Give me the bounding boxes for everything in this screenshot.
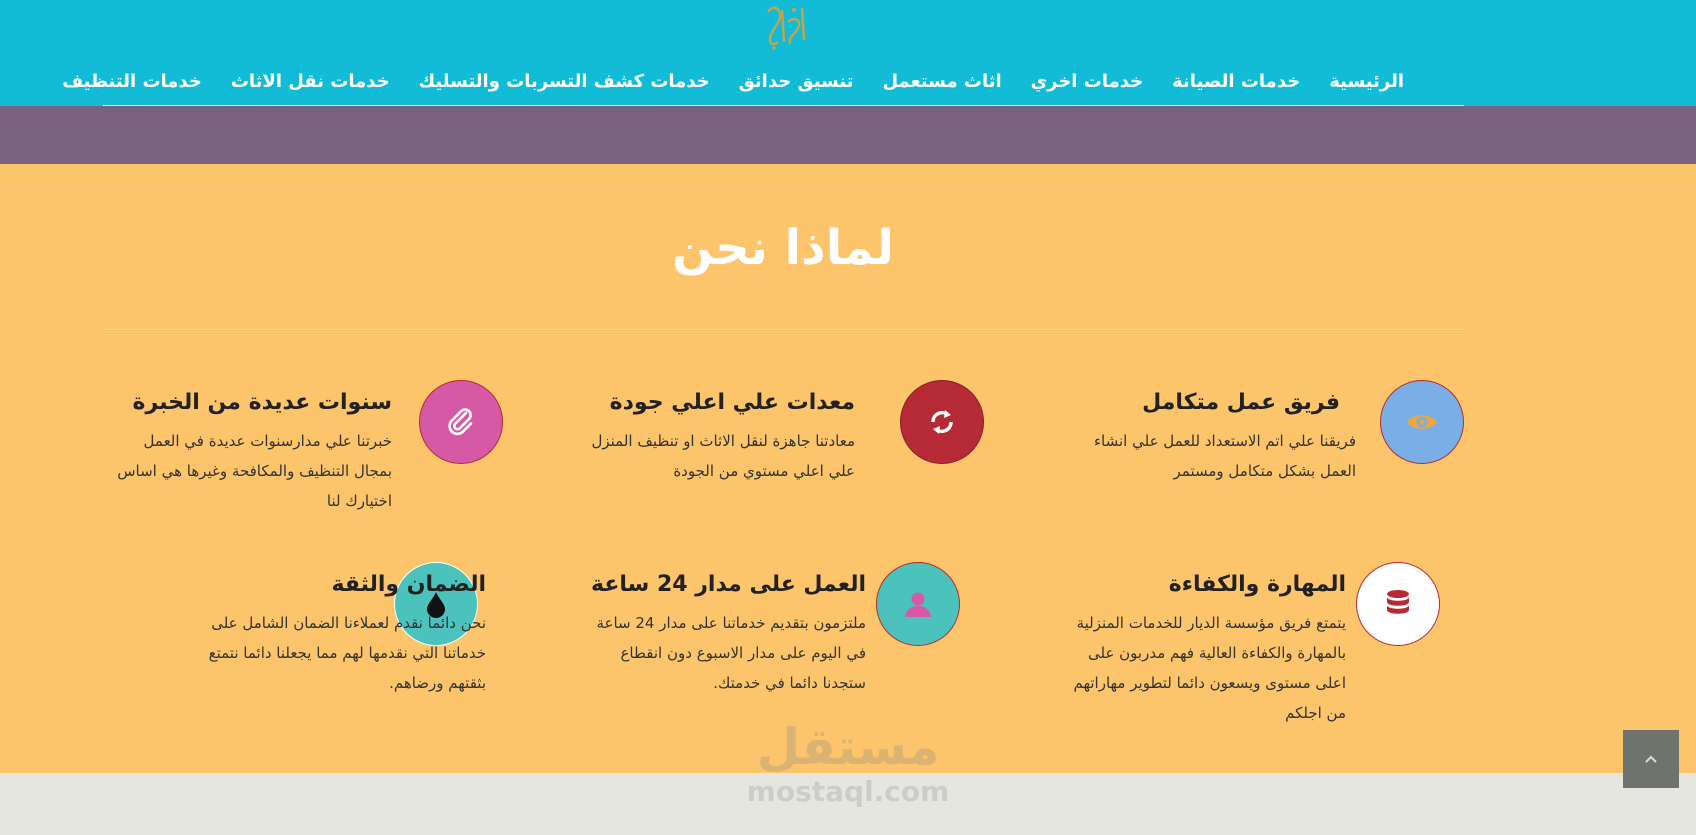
feature-24-hours — [580, 562, 984, 702]
chevron-up-icon — [1643, 754, 1659, 764]
feature-title: العمل على مدار 24 ساعة — [591, 572, 866, 597]
nav-item-home[interactable]: الرئيسية — [1329, 71, 1404, 92]
nav-item-used-furniture[interactable]: اثاث مستعمل — [882, 71, 1002, 92]
feature-description: يتمتع فريق مؤسسة الديار للخدمات المنزلية بالمهارة والكفاءة العالية فهم مدربون على اعلى مستوى ويسعون دائما لتطوير مهاراتهم من اجلكم — [1073, 614, 1346, 722]
nav-item-moving[interactable]: خدمات نقل الاثاث — [230, 71, 390, 92]
watermark-latin: mostaql.com — [746, 775, 950, 808]
feature-title: سنوات عديدة من الخبرة — [132, 390, 392, 415]
feature-guarantee — [103, 562, 507, 702]
nav-item-other-services[interactable]: خدمات اخري — [1030, 71, 1144, 92]
refresh-icon — [900, 380, 984, 464]
section-title: لماذا نحن — [672, 220, 894, 276]
scroll-top-button[interactable] — [1623, 730, 1679, 788]
eye-icon — [1380, 380, 1464, 464]
feature-experience — [103, 380, 507, 520]
user-icon — [876, 562, 960, 646]
feature-description: ملتزمون بتقديم خدماتنا على مدار 24 ساعة في اليوم على مدار الاسبوع دون انقطاع ستجدنا دائما في خدمتك. — [596, 614, 866, 692]
feature-title: المهارة والكفاءة — [1168, 572, 1346, 597]
watermark — [745, 718, 951, 818]
feature-title: فريق عمل متكامل — [1142, 390, 1340, 415]
feature-description: نحن دائما نقدم لعملاءنا الضمان الشامل على خدماتنا التي نقدمها لهم مما يجعلنا دائما نتمتع بثقتهم ورضاهم. — [208, 614, 486, 692]
why-us-section — [0, 164, 1696, 773]
site-logo[interactable] — [758, 2, 810, 50]
feature-description: فريقنا علي اتم الاستعداد للعمل علي انشاء العمل بشكل متكامل ومستمر — [1093, 432, 1356, 480]
feature-title: الضمان والثقة — [331, 572, 486, 597]
feature-team — [1060, 380, 1464, 500]
feature-title: معدات علي اعلي جودة — [609, 390, 855, 415]
section-divider — [103, 329, 1464, 330]
nav-item-gardens[interactable]: تنسيق حدائق — [738, 71, 854, 92]
feature-description: خبرتنا علي مدارسنوات عديدة في العمل بمجال التنظيف والمكافحة وغيرها هي اساس اختيارك لنا — [117, 432, 392, 510]
nav-item-maintenance[interactable]: خدمات الصيانة — [1172, 71, 1301, 92]
watermark-arabic: مستقل — [756, 718, 940, 776]
feature-description: معادتنا جاهزة لنقل الاثاث او تنظيف المنزل علي اعلي مستوي من الجودة — [591, 432, 855, 480]
paperclip-icon — [419, 380, 503, 464]
hero-band — [0, 106, 1696, 164]
database-icon — [1356, 562, 1440, 646]
nav-item-cleaning[interactable]: خدمات التنظيف — [62, 71, 202, 92]
nav-item-leak-detection[interactable]: خدمات كشف التسربات والتسليك — [418, 71, 710, 92]
feature-skill — [1060, 562, 1464, 722]
feature-equipment — [580, 380, 984, 500]
main-nav — [62, 58, 1464, 106]
site-header — [0, 0, 1696, 106]
